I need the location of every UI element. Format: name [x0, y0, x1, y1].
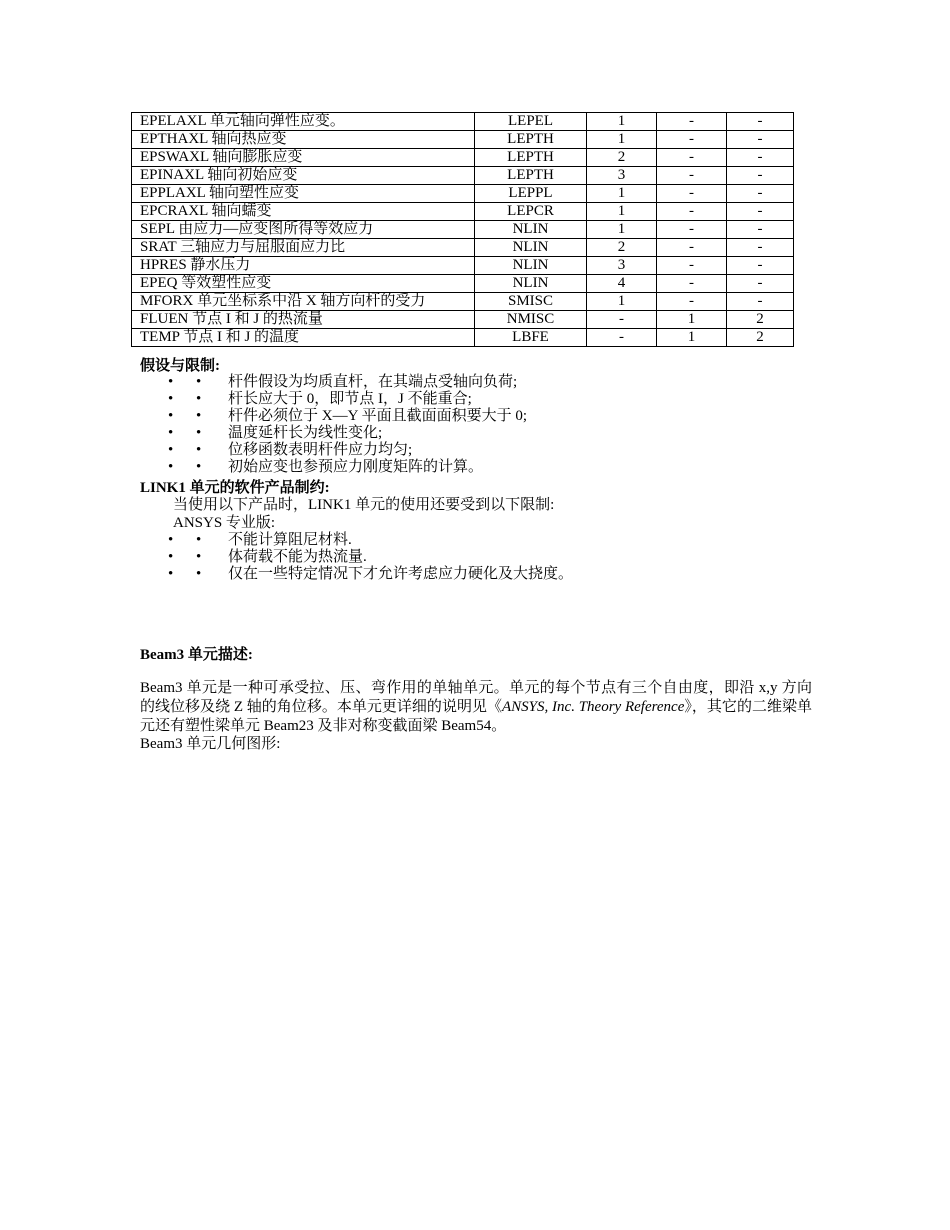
output-code-cell: 1 — [587, 131, 657, 149]
beam3-heading: Beam3 单元描述: — [140, 647, 253, 663]
output-code-cell: - — [727, 149, 794, 167]
list-item-text: 位移函数表明杆件应力均匀; — [228, 442, 413, 458]
output-code-cell: - — [657, 293, 727, 311]
bullet-icon: • — [196, 374, 202, 390]
output-code-cell: - — [657, 185, 727, 203]
bullet-icon: • — [196, 459, 202, 475]
output-code-cell: - — [727, 221, 794, 239]
output-code-cell: - — [727, 203, 794, 221]
output-code-cell: LEPPL — [475, 185, 587, 203]
output-code-cell: LEPTH — [475, 167, 587, 185]
output-code-cell: - — [657, 113, 727, 131]
output-code-cell: - — [727, 275, 794, 293]
item-name-cell: EPEQ 等效塑性应变 — [132, 275, 475, 293]
output-code-cell: 1 — [657, 329, 727, 347]
bullet-icon: • — [168, 374, 174, 390]
bullet-icon: • — [168, 391, 174, 407]
restrictions-intro: 当使用以下产品时，LINK1 单元的使用还要受到以下限制: — [173, 497, 555, 513]
output-code-cell: 2 — [727, 311, 794, 329]
output-code-cell: - — [657, 149, 727, 167]
output-code-cell: 1 — [587, 203, 657, 221]
theory-reference: ANSYS, Inc. Theory Reference — [502, 699, 685, 715]
output-code-cell: NMISC — [475, 311, 587, 329]
beam3-figure-caption: Beam3 单元几何图形: — [140, 736, 281, 752]
output-code-cell: - — [657, 203, 727, 221]
output-code-cell: LEPEL — [475, 113, 587, 131]
output-code-cell: 2 — [727, 329, 794, 347]
table-row — [132, 293, 794, 311]
output-code-cell: - — [657, 257, 727, 275]
output-code-cell: - — [657, 131, 727, 149]
bullet-icon: • — [168, 532, 174, 548]
bullet-icon: • — [168, 408, 174, 424]
bullet-icon: • — [196, 532, 202, 548]
output-code-cell: 2 — [587, 149, 657, 167]
table-row — [132, 239, 794, 257]
bullet-icon: • — [196, 442, 202, 458]
output-code-cell: - — [587, 329, 657, 347]
table-row — [132, 257, 794, 275]
output-code-cell: - — [727, 167, 794, 185]
output-items-table — [131, 112, 794, 347]
item-name-cell: EPCRAXL 轴向蠕变 — [132, 203, 475, 221]
assumptions-heading: 假设与限制: — [140, 358, 220, 374]
item-name-cell: TEMP 节点 I 和 J 的温度 — [132, 329, 475, 347]
output-code-cell: 3 — [587, 167, 657, 185]
output-code-cell: 1 — [587, 185, 657, 203]
list-item-text: 杆件假设为均质直杆，在其端点受轴向负荷; — [228, 374, 518, 390]
table-row — [132, 131, 794, 149]
bullet-icon: • — [168, 566, 174, 582]
item-name-cell: FLUEN 节点 I 和 J 的热流量 — [132, 311, 475, 329]
table-row — [132, 329, 794, 347]
table-row — [132, 275, 794, 293]
output-code-cell: NLIN — [475, 239, 587, 257]
list-item-text: 体荷载不能为热流量. — [228, 549, 367, 565]
bullet-icon: • — [168, 549, 174, 565]
list-item-text: 不能计算阻尼材料. — [228, 532, 352, 548]
item-name-cell: SRAT 三轴应力与屈服面应力比 — [132, 239, 475, 257]
table-row — [132, 311, 794, 329]
output-code-cell: - — [657, 221, 727, 239]
bullet-icon: • — [196, 566, 202, 582]
output-code-cell: LEPTH — [475, 131, 587, 149]
output-code-cell: 2 — [587, 239, 657, 257]
table-row — [132, 203, 794, 221]
output-code-cell: LBFE — [475, 329, 587, 347]
item-name-cell: EPTHAXL 轴向热应变 — [132, 131, 475, 149]
output-code-cell: 3 — [587, 257, 657, 275]
table-row — [132, 113, 794, 131]
list-item-text: 初始应变也参预应力刚度矩阵的计算。 — [228, 459, 484, 475]
output-code-cell: - — [657, 239, 727, 257]
item-name-cell: MFORX 单元坐标系中沿 X 轴方向杆的受力 — [132, 293, 475, 311]
list-item-text: 仅在一些特定情况下才允许考虑应力硬化及大挠度。 — [228, 566, 574, 582]
output-code-cell: - — [727, 131, 794, 149]
item-name-cell: EPELAXL 单元轴向弹性应变。 — [132, 113, 475, 131]
beam3-description-part1: Beam3 单元是一种可承受拉、压、弯作用的单轴单元。单元的每个节点有三个自由度，即沿 x,y 方向的线位移及绕 Z 轴的角位移。本单元更详细的说明见《 — [140, 680, 812, 715]
restrictions-heading: LINK1 单元的软件产品制约: — [140, 480, 330, 496]
output-code-cell: - — [587, 311, 657, 329]
output-code-cell: - — [727, 239, 794, 257]
item-name-cell: EPINAXL 轴向初始应变 — [132, 167, 475, 185]
list-item-text: 杆长应大于 0，即节点 I，J 不能重合; — [228, 391, 472, 407]
bullet-icon: • — [196, 425, 202, 441]
output-code-cell: 4 — [587, 275, 657, 293]
item-name-cell: HPRES 静水压力 — [132, 257, 475, 275]
output-code-cell: - — [727, 113, 794, 131]
bullet-icon: • — [168, 459, 174, 475]
output-code-cell: 1 — [587, 221, 657, 239]
output-code-cell: - — [657, 167, 727, 185]
output-code-cell: NLIN — [475, 257, 587, 275]
item-name-cell: EPSWAXL 轴向膨胀应变 — [132, 149, 475, 167]
bullet-icon: • — [168, 442, 174, 458]
bullet-icon: • — [196, 408, 202, 424]
list-item-text: 温度延杆长为线性变化; — [228, 425, 383, 441]
output-code-cell: NLIN — [475, 221, 587, 239]
table-body — [132, 113, 794, 347]
output-code-cell: LEPTH — [475, 149, 587, 167]
bullet-icon: • — [196, 391, 202, 407]
output-code-cell: SMISC — [475, 293, 587, 311]
output-code-cell: 1 — [657, 311, 727, 329]
item-name-cell: EPPLAXL 轴向塑性应变 — [132, 185, 475, 203]
output-code-cell: 1 — [587, 293, 657, 311]
table-row — [132, 149, 794, 167]
output-code-cell: LEPCR — [475, 203, 587, 221]
restrictions-product: ANSYS 专业版: — [173, 515, 276, 531]
bullet-icon: • — [196, 549, 202, 565]
beam3-description — [140, 679, 812, 736]
output-code-cell: - — [727, 185, 794, 203]
table-row — [132, 185, 794, 203]
table-row — [132, 221, 794, 239]
output-code-cell: 1 — [587, 113, 657, 131]
output-code-cell: - — [657, 275, 727, 293]
beam3-description-part2: 》，其它的二维梁单元还有塑性梁单元 Beam23 及非对称变截面梁 Beam54。 — [140, 699, 812, 734]
bullet-icon: • — [168, 425, 174, 441]
output-code-cell: - — [727, 293, 794, 311]
table-row — [132, 167, 794, 185]
item-name-cell: SEPL 由应力—应变图所得等效应力 — [132, 221, 475, 239]
list-item-text: 杆件必须位于 X—Y 平面且截面面积要大于 0; — [228, 408, 528, 424]
output-code-cell: - — [727, 257, 794, 275]
output-code-cell: NLIN — [475, 275, 587, 293]
